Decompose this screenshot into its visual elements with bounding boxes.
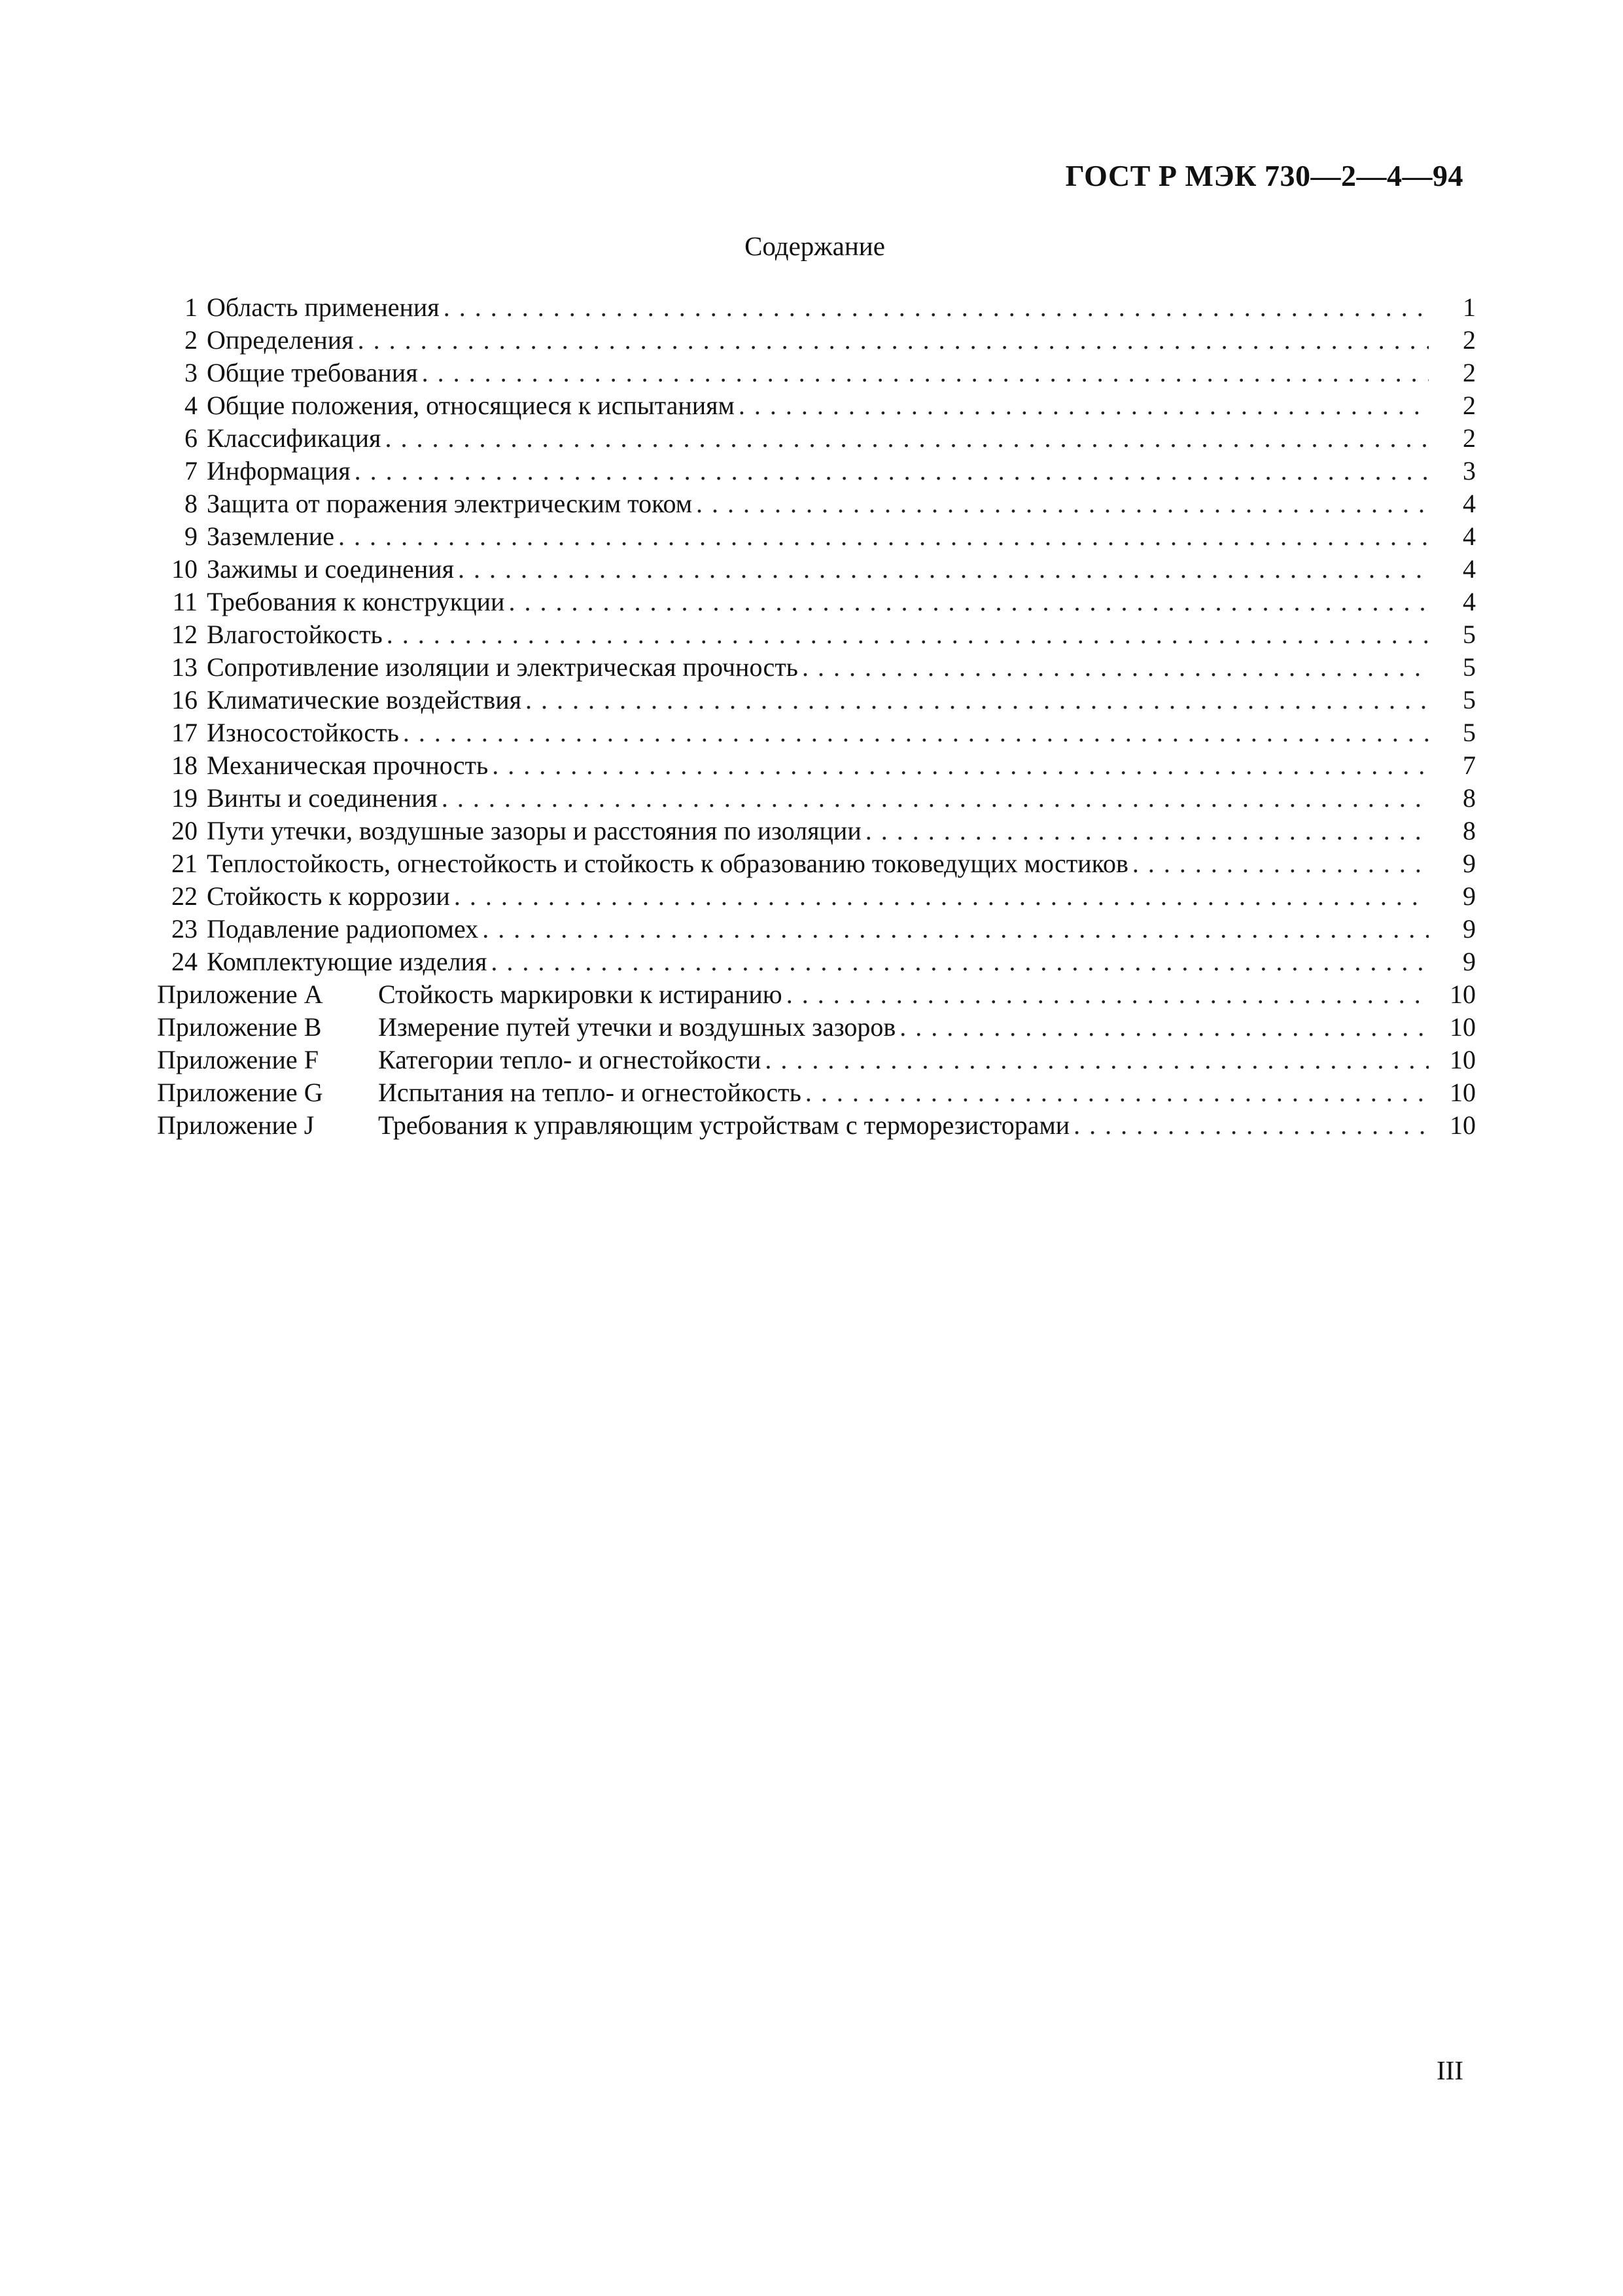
toc-entry[interactable] [157, 324, 1476, 357]
toc-entry-title: Требования к конструкции [207, 587, 505, 616]
toc-annex-entry[interactable] [157, 1109, 1476, 1142]
toc-entry-page: 8 [1463, 816, 1476, 845]
toc-entry-title: Износостойкость [207, 718, 399, 747]
dot-leader [422, 357, 1429, 389]
toc-entry-page: 2 [1463, 391, 1476, 420]
toc-entry-title: Комплектующие изделия [207, 947, 487, 976]
toc-entry[interactable] [157, 618, 1476, 651]
toc-entry[interactable] [157, 815, 1476, 847]
toc-annex-page: 10 [1450, 1045, 1476, 1074]
toc-entry-number: 17 [171, 718, 198, 747]
toc-annex-title: Стойкость маркировки к истиранию [378, 980, 782, 1009]
toc-annex-entry[interactable] [157, 1044, 1476, 1076]
toc-entry-page: 7 [1463, 751, 1476, 780]
toc-entry-title: Климатические воздействия [207, 685, 522, 715]
toc-entry-number: 3 [184, 358, 198, 387]
toc-entry[interactable] [157, 651, 1476, 684]
dot-leader [454, 880, 1429, 913]
toc-entry-number: 2 [184, 325, 198, 355]
dot-leader [442, 782, 1429, 815]
toc-entry-title: Стойкость к коррозии [207, 881, 450, 911]
toc-entry-page: 4 [1463, 554, 1476, 584]
toc-entry[interactable] [157, 520, 1476, 553]
toc-entry[interactable] [157, 945, 1476, 978]
toc-entry-page: 5 [1463, 652, 1476, 682]
toc-annex-page: 10 [1450, 1078, 1476, 1107]
dot-leader [385, 422, 1429, 455]
toc-entry-number: 18 [171, 751, 198, 780]
dot-leader [444, 291, 1429, 324]
toc-annex-title: Испытания на тепло- и огнестойкость [378, 1078, 801, 1107]
toc-entry-page: 3 [1463, 456, 1476, 486]
toc-entry-title: Зажимы и соединения [207, 554, 455, 584]
dot-leader [865, 815, 1429, 847]
toc-annex-label: Приложение A [157, 980, 323, 1009]
dot-leader [525, 684, 1429, 716]
toc-entry[interactable] [157, 749, 1476, 782]
dot-leader [899, 1011, 1429, 1044]
toc-entry-number: 10 [171, 554, 198, 584]
toc-annex-label: Приложение G [157, 1078, 323, 1107]
toc-entry-page: 5 [1463, 620, 1476, 649]
dot-leader [1132, 847, 1429, 880]
page-folio: III [1437, 2055, 1463, 2085]
toc-annex-label: Приложение F [157, 1045, 319, 1074]
toc-entry[interactable] [157, 357, 1476, 389]
toc-entry[interactable] [157, 389, 1476, 422]
dot-leader [765, 1044, 1429, 1076]
toc-entry-page: 8 [1463, 783, 1476, 813]
toc-entry-title: Механическая прочность [207, 751, 489, 780]
toc-entry-title: Классификация [207, 423, 381, 453]
toc-entry[interactable] [157, 487, 1476, 520]
toc-annex-title: Категории тепло- и огнестойкости [378, 1045, 761, 1074]
toc-entry-number: 7 [184, 456, 198, 486]
dot-leader [358, 324, 1429, 357]
dot-leader [805, 1076, 1429, 1109]
toc-entry-title: Теплостойкость, огнестойкость и стойкость к образованию токоведущих мостиков [207, 849, 1128, 878]
toc-entry-title: Общие положения, относящиеся к испытаниям [207, 391, 735, 420]
toc-entry-number: 22 [171, 881, 198, 911]
toc-entry-page: 9 [1463, 881, 1476, 911]
dot-leader [1073, 1109, 1429, 1142]
toc-annex-label: Приложение J [157, 1110, 315, 1140]
toc-entry[interactable] [157, 716, 1476, 749]
dot-leader [786, 978, 1429, 1011]
toc-entry-number: 4 [184, 391, 198, 420]
dot-leader [458, 553, 1429, 586]
toc-annex-page: 10 [1450, 1110, 1476, 1140]
toc-entry-page: 2 [1463, 358, 1476, 387]
dot-leader [403, 716, 1429, 749]
dot-leader [492, 749, 1429, 782]
toc-entry-number: 12 [171, 620, 198, 649]
toc-entry[interactable] [157, 291, 1476, 324]
toc-entry-title: Область применения [207, 292, 440, 322]
toc-entry-number: 24 [171, 947, 198, 976]
toc-entry-page: 1 [1463, 292, 1476, 322]
toc-annex-page: 10 [1450, 980, 1476, 1009]
toc-entry-page: 5 [1463, 685, 1476, 715]
toc-annex-label: Приложение B [157, 1012, 322, 1042]
toc-entry-title: Винты и соединения [207, 783, 438, 813]
toc-entry-page: 4 [1463, 521, 1476, 551]
toc-entry[interactable] [157, 880, 1476, 913]
dot-leader [508, 586, 1429, 618]
toc-annex-title: Измерение путей утечки и воздушных зазоров [378, 1012, 896, 1042]
toc-entry-page: 9 [1463, 947, 1476, 976]
toc-entry-title: Подавление радиопомех [207, 914, 479, 944]
toc-heading: Содержание [744, 231, 885, 261]
toc-entry[interactable] [157, 586, 1476, 618]
toc-annex-page: 10 [1450, 1012, 1476, 1042]
dot-leader [387, 618, 1429, 651]
dot-leader [739, 389, 1429, 422]
toc-entry-number: 20 [171, 816, 198, 845]
toc-entry-number: 13 [171, 652, 198, 682]
toc-entry-number: 19 [171, 783, 198, 813]
toc-entry-page: 4 [1463, 489, 1476, 518]
dot-leader [355, 455, 1429, 487]
dot-leader [802, 651, 1429, 684]
toc-entry-number: 9 [184, 521, 198, 551]
toc-entry-title: Общие требования [207, 358, 418, 387]
toc-entry[interactable] [157, 553, 1476, 586]
toc-annex-entry[interactable] [157, 1076, 1476, 1109]
toc-entry-number: 23 [171, 914, 198, 944]
toc-entry-number: 6 [184, 423, 198, 453]
toc-entry-page: 2 [1463, 423, 1476, 453]
toc-entry[interactable] [157, 847, 1476, 880]
table-of-contents [157, 291, 1476, 1142]
toc-entry-title: Определения [207, 325, 354, 355]
toc-entry-title: Заземление [207, 521, 334, 551]
toc-entry-number: 21 [171, 849, 198, 878]
dot-leader [491, 945, 1429, 978]
toc-entry-number: 8 [184, 489, 198, 518]
toc-entry-number: 1 [184, 292, 198, 322]
toc-entry-title: Сопротивление изоляции и электрическая прочность [207, 652, 798, 682]
document-code: ГОСТ Р МЭК 730—2—4—94 [1065, 159, 1463, 192]
dot-leader [338, 520, 1429, 553]
toc-entry[interactable] [157, 913, 1476, 945]
toc-annex-title: Требования к управляющим устройствам с терморезисторами [378, 1110, 1070, 1140]
toc-entry[interactable] [157, 422, 1476, 455]
toc-entry-title: Информация [207, 456, 351, 486]
toc-entry-page: 9 [1463, 914, 1476, 944]
toc-entry-page: 2 [1463, 325, 1476, 355]
toc-entry-title: Влагостойкость [207, 620, 383, 649]
toc-entry-title: Пути утечки, воздушные зазоры и расстояния по изоляции [207, 816, 862, 845]
toc-entry-page: 9 [1463, 849, 1476, 878]
toc-annex-entry[interactable] [157, 1011, 1476, 1044]
dot-leader [482, 913, 1429, 945]
toc-entry-number: 16 [171, 685, 198, 715]
toc-entry-page: 4 [1463, 587, 1476, 616]
toc-entry-page: 5 [1463, 718, 1476, 747]
toc-entry-number: 11 [172, 587, 198, 616]
toc-entry[interactable] [157, 782, 1476, 815]
toc-entry[interactable] [157, 455, 1476, 487]
dot-leader [696, 487, 1429, 520]
toc-entry-title: Защита от поражения электрическим током [207, 489, 693, 518]
toc-entry[interactable] [157, 684, 1476, 716]
toc-annex-entry[interactable] [157, 978, 1476, 1011]
